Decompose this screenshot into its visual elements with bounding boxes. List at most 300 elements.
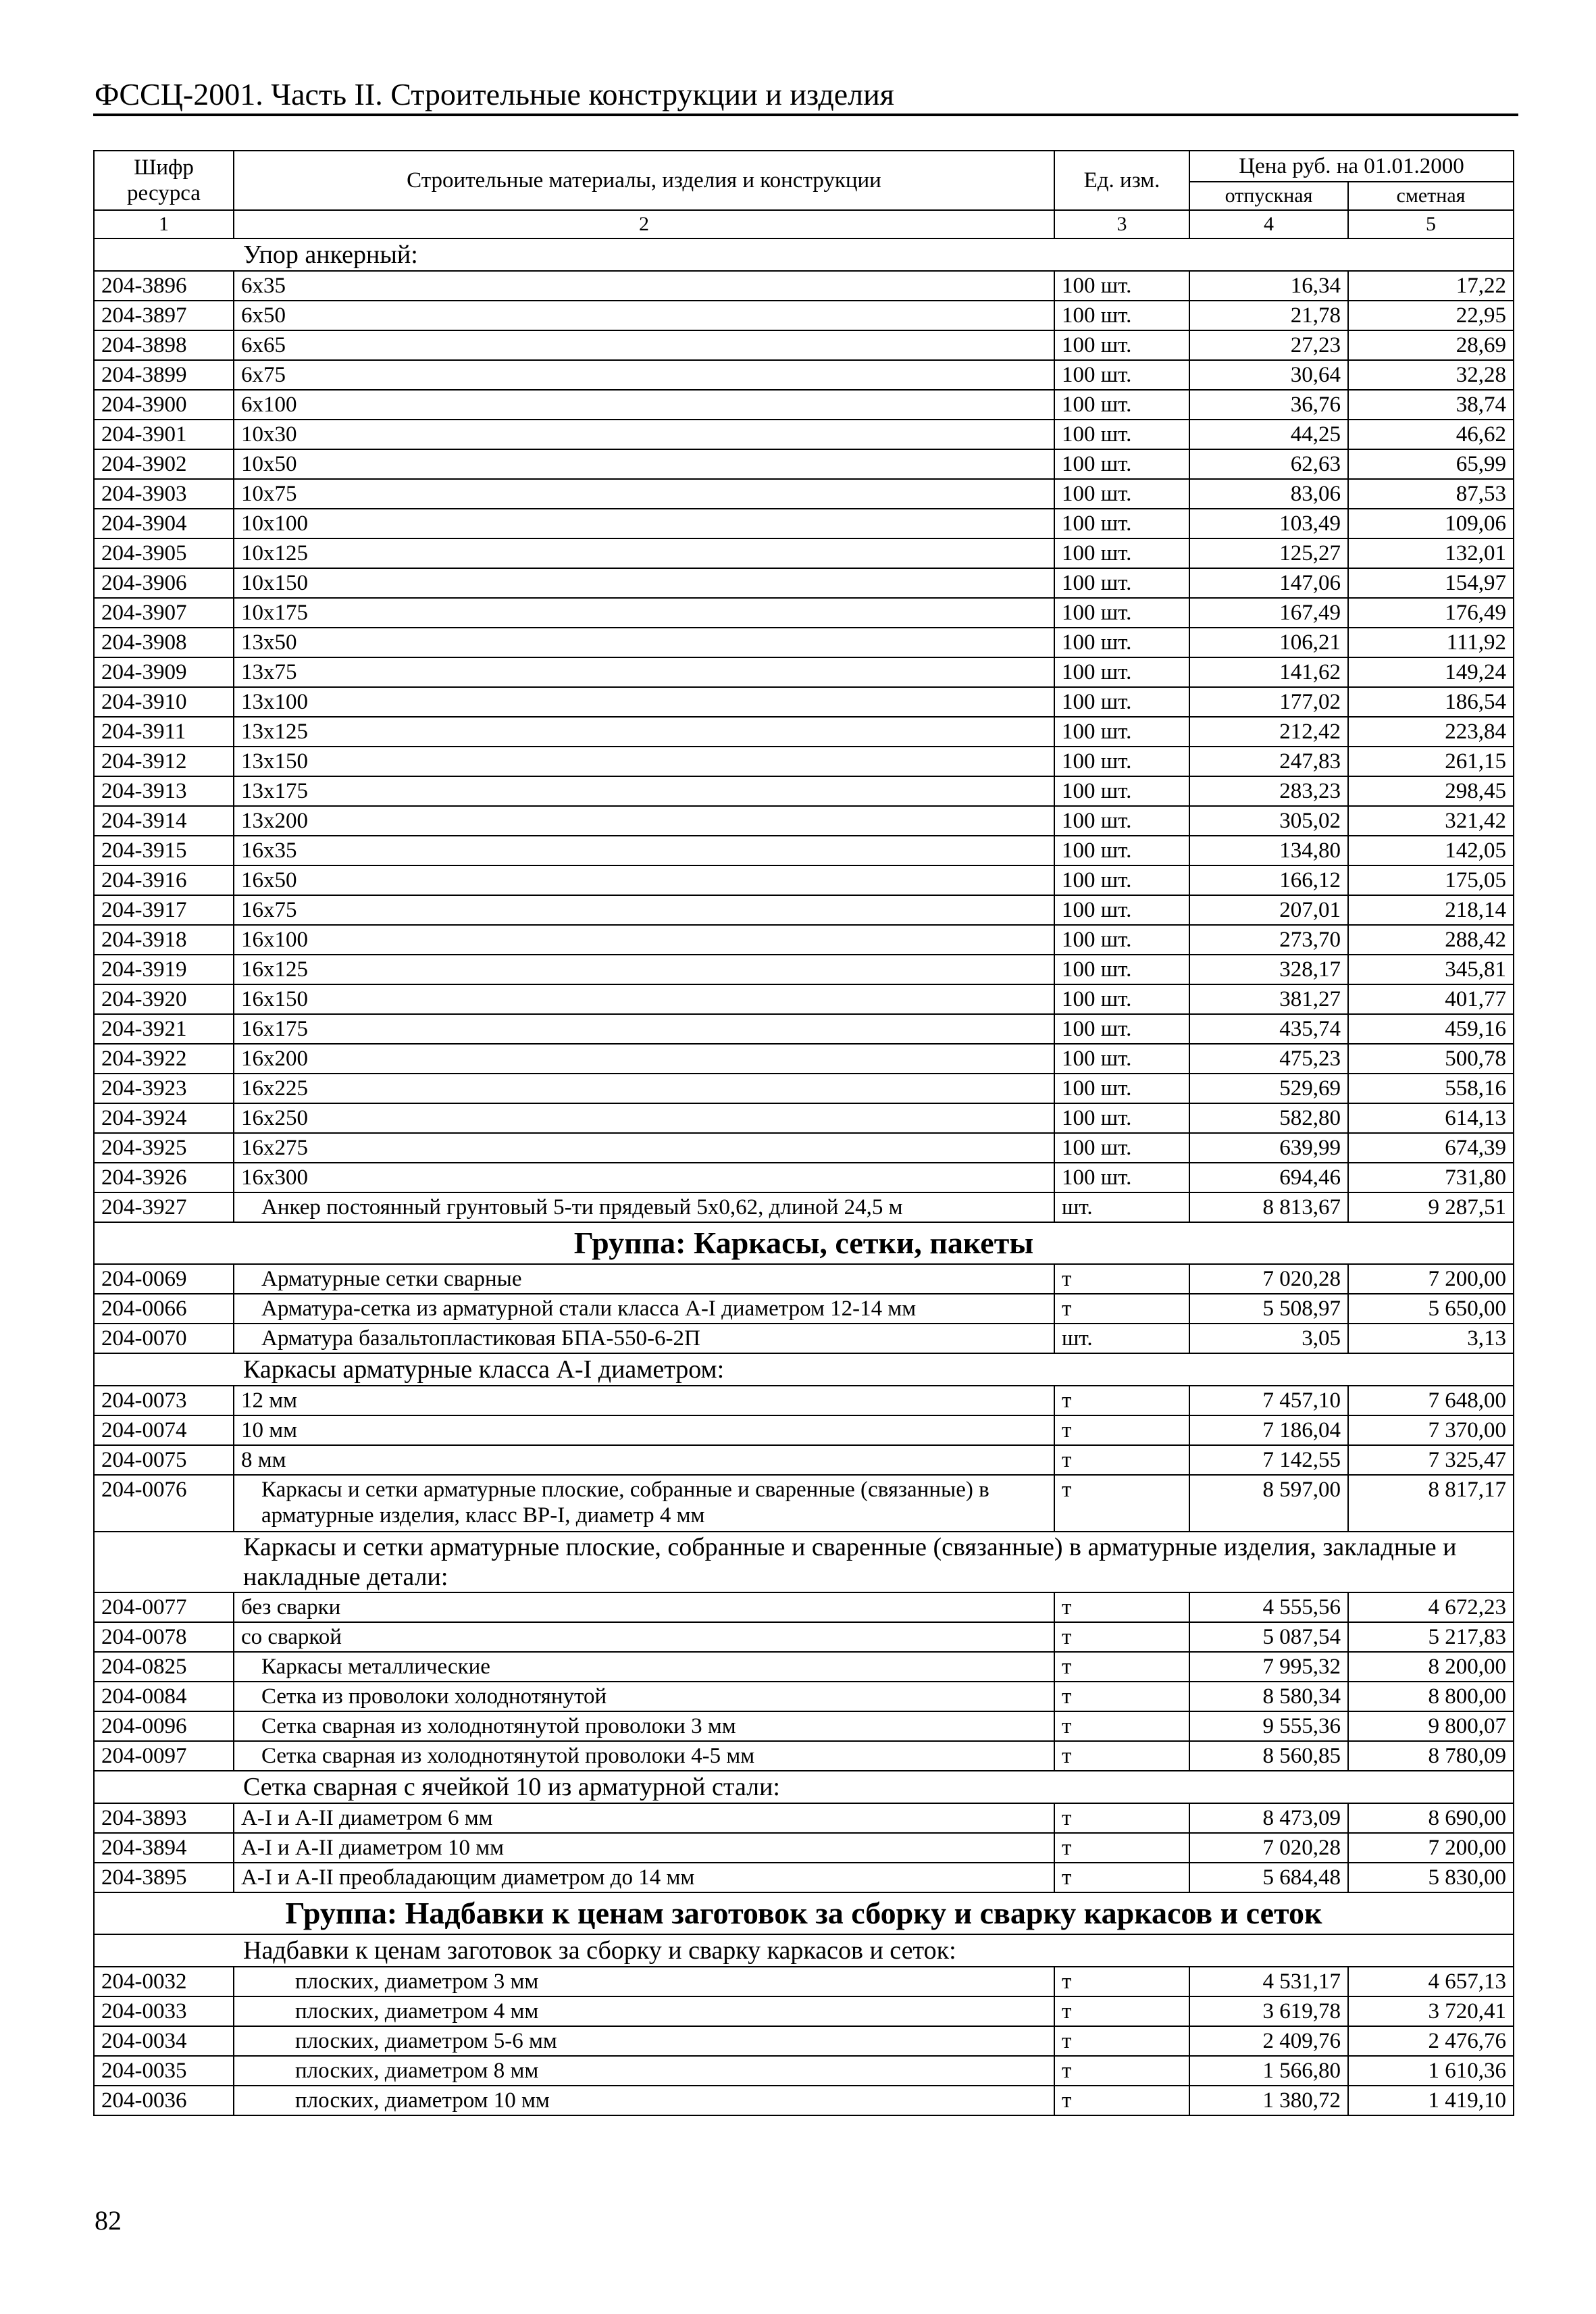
material-name-cell: 12 мм (234, 1386, 1054, 1415)
resource-code-cell: 204-0036 (94, 2086, 234, 2115)
table-row (94, 1074, 1514, 1103)
page-number: 82 (95, 2205, 122, 2236)
header-col-number: 1 (94, 210, 234, 238)
table-row (94, 1044, 1514, 1074)
resource-code-cell: 204-0032 (94, 1967, 234, 1996)
estimate-price-cell: 223,84 (1348, 717, 1514, 747)
material-name-cell: А-I и А-II диаметром 10 мм (234, 1833, 1054, 1863)
group-heading: Группа: Надбавки к ценам заготовок за сборку и сварку каркасов и сеток (94, 1892, 1514, 1934)
table-row (94, 1711, 1514, 1741)
table-row (94, 628, 1514, 657)
material-name-cell: Арматура-сетка из арматурной стали класса А-I диаметром 12-14 мм (234, 1294, 1054, 1324)
estimate-price-cell: 7 200,00 (1348, 1264, 1514, 1294)
resource-code-cell: 204-3913 (94, 776, 234, 806)
material-name-cell: плоских, диаметром 8 мм (234, 2056, 1054, 2086)
material-name-cell: 8 мм (234, 1445, 1054, 1475)
estimate-price-cell: 7 200,00 (1348, 1833, 1514, 1863)
table-row (94, 568, 1514, 598)
table-row (94, 390, 1514, 420)
resource-code-cell: 204-3901 (94, 420, 234, 449)
unit-cell: т (1054, 1863, 1189, 1892)
table-row (94, 1386, 1514, 1415)
unit-cell: т (1054, 1294, 1189, 1324)
release-price-cell: 328,17 (1189, 955, 1348, 984)
estimate-price-cell: 218,14 (1348, 895, 1514, 925)
resource-code-cell: 204-0034 (94, 2026, 234, 2056)
estimate-price-cell: 7 648,00 (1348, 1386, 1514, 1415)
table-row (94, 1192, 1514, 1222)
unit-cell: 100 шт. (1054, 806, 1189, 836)
resource-code-cell: 204-3908 (94, 628, 234, 657)
resource-code-cell: 204-0075 (94, 1445, 234, 1475)
resource-code-cell: 204-0033 (94, 1996, 234, 2026)
estimate-price-cell: 4 672,23 (1348, 1592, 1514, 1622)
unit-cell: 100 шт. (1054, 895, 1189, 925)
material-name-cell: 13x125 (234, 717, 1054, 747)
table-row (94, 420, 1514, 449)
section-heading: Каркасы и сетки арматурные плоские, собранные и сваренные (связанные) в арматурные изделия, закладные и накладные детали: (94, 1532, 1514, 1592)
release-price-cell: 167,49 (1189, 598, 1348, 628)
estimate-price-cell: 9 800,07 (1348, 1711, 1514, 1741)
material-name-cell: Анкер постоянный грунтовый 5-ти прядевый 5x0,62, длиной 24,5 м (234, 1192, 1054, 1222)
estimate-price-cell: 7 325,47 (1348, 1445, 1514, 1475)
table-row (94, 687, 1514, 717)
unit-cell: т (1054, 2026, 1189, 2056)
estimate-price-cell: 1 419,10 (1348, 2086, 1514, 2115)
material-name-cell: со сваркой (234, 1622, 1054, 1652)
release-price-cell: 125,27 (1189, 538, 1348, 568)
table-row (94, 925, 1514, 955)
resource-code-cell: 204-3896 (94, 271, 234, 301)
material-name-cell: 10x125 (234, 538, 1054, 568)
resource-code-cell: 204-3902 (94, 449, 234, 479)
resource-code-cell: 204-0078 (94, 1622, 234, 1652)
material-name-cell: плоских, диаметром 4 мм (234, 1996, 1054, 2026)
estimate-price-cell: 38,74 (1348, 390, 1514, 420)
section-heading-row (94, 1771, 1514, 1803)
table-row (94, 717, 1514, 747)
unit-cell: 100 шт. (1054, 836, 1189, 865)
resource-code-cell: 204-3920 (94, 984, 234, 1014)
estimate-price-cell: 8 817,17 (1348, 1475, 1514, 1532)
unit-cell: 100 шт. (1054, 717, 1189, 747)
unit-cell: 100 шт. (1054, 984, 1189, 1014)
estimate-price-cell: 3 720,41 (1348, 1996, 1514, 2026)
unit-cell: т (1054, 1833, 1189, 1863)
release-price-cell: 147,06 (1189, 568, 1348, 598)
estimate-price-cell: 345,81 (1348, 955, 1514, 984)
release-price-cell: 7 186,04 (1189, 1415, 1348, 1445)
resource-code-cell: 204-0076 (94, 1475, 234, 1532)
table-row (94, 895, 1514, 925)
unit-cell: 100 шт. (1054, 420, 1189, 449)
material-name-cell: плоских, диаметром 5-6 мм (234, 2026, 1054, 2056)
unit-cell: 100 шт. (1054, 449, 1189, 479)
material-name-cell: плоских, диаметром 3 мм (234, 1967, 1054, 1996)
resource-code-cell: 204-3923 (94, 1074, 234, 1103)
table-row (94, 865, 1514, 895)
estimate-price-cell: 9 287,51 (1348, 1192, 1514, 1222)
estimate-price-cell: 288,42 (1348, 925, 1514, 955)
resource-code-cell: 204-3905 (94, 538, 234, 568)
resource-code-cell: 204-3904 (94, 509, 234, 538)
material-name-cell: 16x250 (234, 1103, 1054, 1133)
estimate-price-cell: 321,42 (1348, 806, 1514, 836)
section-heading: Сетка сварная с ячейкой 10 из арматурной стали: (94, 1771, 1514, 1803)
unit-cell: 100 шт. (1054, 598, 1189, 628)
resource-code-cell: 204-3900 (94, 390, 234, 420)
material-name-cell: Каркасы и сетки арматурные плоские, собранные и сваренные (связанные) в арматурные изделия, класс ВР-I, диаметр 4 мм (234, 1475, 1054, 1532)
resource-code-cell: 204-3927 (94, 1192, 234, 1222)
unit-cell: шт. (1054, 1192, 1189, 1222)
estimate-price-cell: 28,69 (1348, 330, 1514, 360)
release-price-cell: 16,34 (1189, 271, 1348, 301)
group-heading: Группа: Каркасы, сетки, пакеты (94, 1222, 1514, 1264)
estimate-price-cell: 17,22 (1348, 271, 1514, 301)
material-name-cell: 6x100 (234, 390, 1054, 420)
material-name-cell: 13x50 (234, 628, 1054, 657)
table-row (94, 1967, 1514, 1996)
resource-code-cell: 204-3906 (94, 568, 234, 598)
unit-cell: 100 шт. (1054, 657, 1189, 687)
section-heading-row (94, 1934, 1514, 1967)
resource-code-cell: 204-3911 (94, 717, 234, 747)
table-row (94, 509, 1514, 538)
release-price-cell: 8 473,09 (1189, 1803, 1348, 1833)
estimate-price-cell: 8 800,00 (1348, 1682, 1514, 1711)
resource-code-cell: 204-3915 (94, 836, 234, 865)
header-price-group: Цена руб. на 01.01.2000 (1189, 151, 1514, 182)
estimate-price-cell: 558,16 (1348, 1074, 1514, 1103)
material-name-cell: Сетка из проволоки холоднотянутой (234, 1682, 1054, 1711)
material-name-cell: 10x100 (234, 509, 1054, 538)
estimate-price-cell: 176,49 (1348, 598, 1514, 628)
unit-cell: 100 шт. (1054, 1103, 1189, 1133)
unit-cell: т (1054, 1711, 1189, 1741)
release-price-cell: 435,74 (1189, 1014, 1348, 1044)
table-row (94, 984, 1514, 1014)
release-price-cell: 177,02 (1189, 687, 1348, 717)
unit-cell: т (1054, 1415, 1189, 1445)
resource-code-cell: 204-3914 (94, 806, 234, 836)
release-price-cell: 8 560,85 (1189, 1741, 1348, 1771)
release-price-cell: 475,23 (1189, 1044, 1348, 1074)
unit-cell: 100 шт. (1054, 538, 1189, 568)
material-name-cell: 10 мм (234, 1415, 1054, 1445)
release-price-cell: 8 813,67 (1189, 1192, 1348, 1222)
release-price-cell: 1 566,80 (1189, 2056, 1348, 2086)
material-name-cell: плоских, диаметром 10 мм (234, 2086, 1054, 2115)
release-price-cell: 44,25 (1189, 420, 1348, 449)
release-price-cell: 529,69 (1189, 1074, 1348, 1103)
table-row (94, 449, 1514, 479)
material-name-cell: Арматурные сетки сварные (234, 1264, 1054, 1294)
resource-code-cell: 204-0084 (94, 1682, 234, 1711)
material-name-cell: Сетка сварная из холоднотянутой проволоки 3 мм (234, 1711, 1054, 1741)
estimate-price-cell: 149,24 (1348, 657, 1514, 687)
resource-code-cell: 204-3921 (94, 1014, 234, 1044)
table-row (94, 657, 1514, 687)
release-price-cell: 62,63 (1189, 449, 1348, 479)
material-name-cell: 10x30 (234, 420, 1054, 449)
header-code: Шифр ресурса (94, 151, 234, 210)
unit-cell: 100 шт. (1054, 1044, 1189, 1074)
estimate-price-cell: 87,53 (1348, 479, 1514, 509)
estimate-price-cell: 175,05 (1348, 865, 1514, 895)
resource-code-cell: 204-3912 (94, 747, 234, 776)
release-price-cell: 247,83 (1189, 747, 1348, 776)
estimate-price-cell: 32,28 (1348, 360, 1514, 390)
resource-code-cell: 204-3909 (94, 657, 234, 687)
estimate-price-cell: 22,95 (1348, 301, 1514, 330)
resource-code-cell: 204-3924 (94, 1103, 234, 1133)
table-row (94, 538, 1514, 568)
material-name-cell: Арматура базальтопластиковая БПА-550-6-2П (234, 1324, 1054, 1353)
unit-cell: 100 шт. (1054, 360, 1189, 390)
unit-cell: т (1054, 1996, 1189, 2026)
release-price-cell: 8 580,34 (1189, 1682, 1348, 1711)
resource-code-cell: 204-3925 (94, 1133, 234, 1163)
release-price-cell: 21,78 (1189, 301, 1348, 330)
section-heading-row (94, 1532, 1514, 1592)
table-row (94, 1741, 1514, 1771)
unit-cell: т (1054, 1475, 1189, 1532)
release-price-cell: 9 555,36 (1189, 1711, 1348, 1741)
release-price-cell: 27,23 (1189, 330, 1348, 360)
estimate-price-cell: 459,16 (1348, 1014, 1514, 1044)
release-price-cell: 639,99 (1189, 1133, 1348, 1163)
header-name: Строительные материалы, изделия и конструкции (234, 151, 1054, 210)
estimate-price-cell: 401,77 (1348, 984, 1514, 1014)
release-price-cell: 694,46 (1189, 1163, 1348, 1192)
header-col-number: 3 (1054, 210, 1189, 238)
resource-code-cell: 204-0097 (94, 1741, 234, 1771)
material-name-cell: А-I и А-II преобладающим диаметром до 14 мм (234, 1863, 1054, 1892)
material-name-cell: 16x225 (234, 1074, 1054, 1103)
release-price-cell: 7 020,28 (1189, 1833, 1348, 1863)
resource-code-cell: 204-3919 (94, 955, 234, 984)
unit-cell: 100 шт. (1054, 390, 1189, 420)
estimate-price-cell: 2 476,76 (1348, 2026, 1514, 2056)
unit-cell: 100 шт. (1054, 628, 1189, 657)
resource-code-cell: 204-3922 (94, 1044, 234, 1074)
estimate-price-cell: 186,54 (1348, 687, 1514, 717)
unit-cell: т (1054, 1386, 1189, 1415)
unit-cell: 100 шт. (1054, 479, 1189, 509)
page-header-title: ФССЦ-2001. Часть II. Строительные конструкции и изделия (95, 77, 894, 111)
table-row (94, 1014, 1514, 1044)
unit-cell: т (1054, 1622, 1189, 1652)
header-rule (93, 114, 1518, 116)
release-price-cell: 166,12 (1189, 865, 1348, 895)
release-price-cell: 7 457,10 (1189, 1386, 1348, 1415)
material-name-cell: 16x175 (234, 1014, 1054, 1044)
estimate-price-cell: 5 830,00 (1348, 1863, 1514, 1892)
release-price-cell: 83,06 (1189, 479, 1348, 509)
material-name-cell: 13x175 (234, 776, 1054, 806)
table-row (94, 1592, 1514, 1622)
table-row (94, 330, 1514, 360)
material-name-cell: 10x75 (234, 479, 1054, 509)
release-price-cell: 141,62 (1189, 657, 1348, 687)
table-row (94, 1103, 1514, 1133)
unit-cell: 100 шт. (1054, 568, 1189, 598)
header-price-release: отпускная (1189, 182, 1348, 210)
estimate-price-cell: 5 650,00 (1348, 1294, 1514, 1324)
table-row (94, 1833, 1514, 1863)
material-name-cell: 10x175 (234, 598, 1054, 628)
unit-cell: 100 шт. (1054, 1163, 1189, 1192)
unit-cell: 100 шт. (1054, 776, 1189, 806)
resource-code-cell: 204-3899 (94, 360, 234, 390)
material-name-cell: 16x150 (234, 984, 1054, 1014)
unit-cell: т (1054, 2056, 1189, 2086)
resource-code-cell: 204-0825 (94, 1652, 234, 1682)
material-name-cell: 6x75 (234, 360, 1054, 390)
material-name-cell: 10x150 (234, 568, 1054, 598)
resource-code-cell: 204-0073 (94, 1386, 234, 1415)
release-price-cell: 3 619,78 (1189, 1996, 1348, 2026)
material-name-cell: 16x200 (234, 1044, 1054, 1074)
material-name-cell: 10x50 (234, 449, 1054, 479)
material-name-cell: 6x50 (234, 301, 1054, 330)
section-heading-row (94, 1353, 1514, 1386)
resource-code-cell: 204-3898 (94, 330, 234, 360)
material-name-cell: без сварки (234, 1592, 1054, 1622)
release-price-cell: 134,80 (1189, 836, 1348, 865)
table-row (94, 479, 1514, 509)
estimate-price-cell: 142,05 (1348, 836, 1514, 865)
estimate-price-cell: 154,97 (1348, 568, 1514, 598)
release-price-cell: 305,02 (1189, 806, 1348, 836)
release-price-cell: 103,49 (1189, 509, 1348, 538)
material-name-cell: 16x300 (234, 1163, 1054, 1192)
resource-code-cell: 204-3926 (94, 1163, 234, 1192)
group-heading-row (94, 1892, 1514, 1934)
resource-code-cell: 204-3907 (94, 598, 234, 628)
unit-cell: 100 шт. (1054, 865, 1189, 895)
material-name-cell: 16x125 (234, 955, 1054, 984)
table-row (94, 271, 1514, 301)
unit-cell: т (1054, 1803, 1189, 1833)
table-row (94, 1264, 1514, 1294)
resource-code-cell: 204-0070 (94, 1324, 234, 1353)
estimate-price-cell: 8 780,09 (1348, 1741, 1514, 1771)
resource-code-cell: 204-3918 (94, 925, 234, 955)
estimate-price-cell: 3,13 (1348, 1324, 1514, 1353)
estimate-price-cell: 4 657,13 (1348, 1967, 1514, 1996)
unit-cell: 100 шт. (1054, 747, 1189, 776)
release-price-cell: 273,70 (1189, 925, 1348, 955)
release-price-cell: 2 409,76 (1189, 2026, 1348, 2056)
release-price-cell: 106,21 (1189, 628, 1348, 657)
unit-cell: 100 шт. (1054, 687, 1189, 717)
table-row (94, 955, 1514, 984)
material-name-cell: 13x200 (234, 806, 1054, 836)
unit-cell: т (1054, 1592, 1189, 1622)
section-heading: Каркасы арматурные класса А-I диаметром: (94, 1353, 1514, 1386)
section-heading: Упор анкерный: (94, 238, 1514, 271)
material-name-cell: 16x50 (234, 865, 1054, 895)
release-price-cell: 5 684,48 (1189, 1863, 1348, 1892)
resource-code-cell: 204-0066 (94, 1294, 234, 1324)
table-row (94, 747, 1514, 776)
unit-cell: 100 шт. (1054, 1014, 1189, 1044)
table-row (94, 1803, 1514, 1833)
resource-code-cell: 204-0077 (94, 1592, 234, 1622)
table-row (94, 1133, 1514, 1163)
release-price-cell: 30,64 (1189, 360, 1348, 390)
unit-cell: 100 шт. (1054, 330, 1189, 360)
unit-cell: т (1054, 1652, 1189, 1682)
header-price-estimate: сметная (1348, 182, 1514, 210)
material-name-cell: Каркасы металлические (234, 1652, 1054, 1682)
table-row (94, 2086, 1514, 2115)
table-row (94, 1294, 1514, 1324)
estimate-price-cell: 261,15 (1348, 747, 1514, 776)
estimate-price-cell: 614,13 (1348, 1103, 1514, 1133)
table-row (94, 1475, 1514, 1532)
material-name-cell: Сетка сварная из холоднотянутой проволоки 4-5 мм (234, 1741, 1054, 1771)
estimate-price-cell: 298,45 (1348, 776, 1514, 806)
unit-cell: 100 шт. (1054, 301, 1189, 330)
group-heading-row (94, 1222, 1514, 1264)
table-row (94, 1996, 1514, 2026)
resource-code-cell: 204-0069 (94, 1264, 234, 1294)
resource-code-cell: 204-3894 (94, 1833, 234, 1863)
section-heading-row (94, 238, 1514, 271)
material-name-cell: 16x35 (234, 836, 1054, 865)
table-row (94, 1163, 1514, 1192)
header-col-number: 4 (1189, 210, 1348, 238)
unit-cell: т (1054, 1445, 1189, 1475)
unit-cell: т (1054, 1967, 1189, 1996)
release-price-cell: 381,27 (1189, 984, 1348, 1014)
material-name-cell: 13x75 (234, 657, 1054, 687)
table-row (94, 1622, 1514, 1652)
material-name-cell: 16x75 (234, 895, 1054, 925)
release-price-cell: 1 380,72 (1189, 2086, 1348, 2115)
release-price-cell: 8 597,00 (1189, 1475, 1348, 1532)
release-price-cell: 212,42 (1189, 717, 1348, 747)
table-row (94, 2026, 1514, 2056)
estimate-price-cell: 8 200,00 (1348, 1652, 1514, 1682)
resource-code-cell: 204-0074 (94, 1415, 234, 1445)
estimate-price-cell: 674,39 (1348, 1133, 1514, 1163)
release-price-cell: 5 508,97 (1189, 1294, 1348, 1324)
material-name-cell: 6x35 (234, 271, 1054, 301)
resource-code-cell: 204-3903 (94, 479, 234, 509)
table-row (94, 776, 1514, 806)
release-price-cell: 207,01 (1189, 895, 1348, 925)
estimate-price-cell: 46,62 (1348, 420, 1514, 449)
estimate-price-cell: 1 610,36 (1348, 2056, 1514, 2086)
table-row (94, 836, 1514, 865)
table-row (94, 1682, 1514, 1711)
table-row (94, 2056, 1514, 2086)
material-name-cell: 16x275 (234, 1133, 1054, 1163)
unit-cell: 100 шт. (1054, 955, 1189, 984)
material-name-cell: 13x150 (234, 747, 1054, 776)
release-price-cell: 36,76 (1189, 390, 1348, 420)
resource-code-cell: 204-0096 (94, 1711, 234, 1741)
table-row (94, 1863, 1514, 1892)
release-price-cell: 3,05 (1189, 1324, 1348, 1353)
unit-cell: т (1054, 1264, 1189, 1294)
material-name-cell: 6x65 (234, 330, 1054, 360)
material-name-cell: А-I и А-II диаметром 6 мм (234, 1803, 1054, 1833)
unit-cell: 100 шт. (1054, 1074, 1189, 1103)
